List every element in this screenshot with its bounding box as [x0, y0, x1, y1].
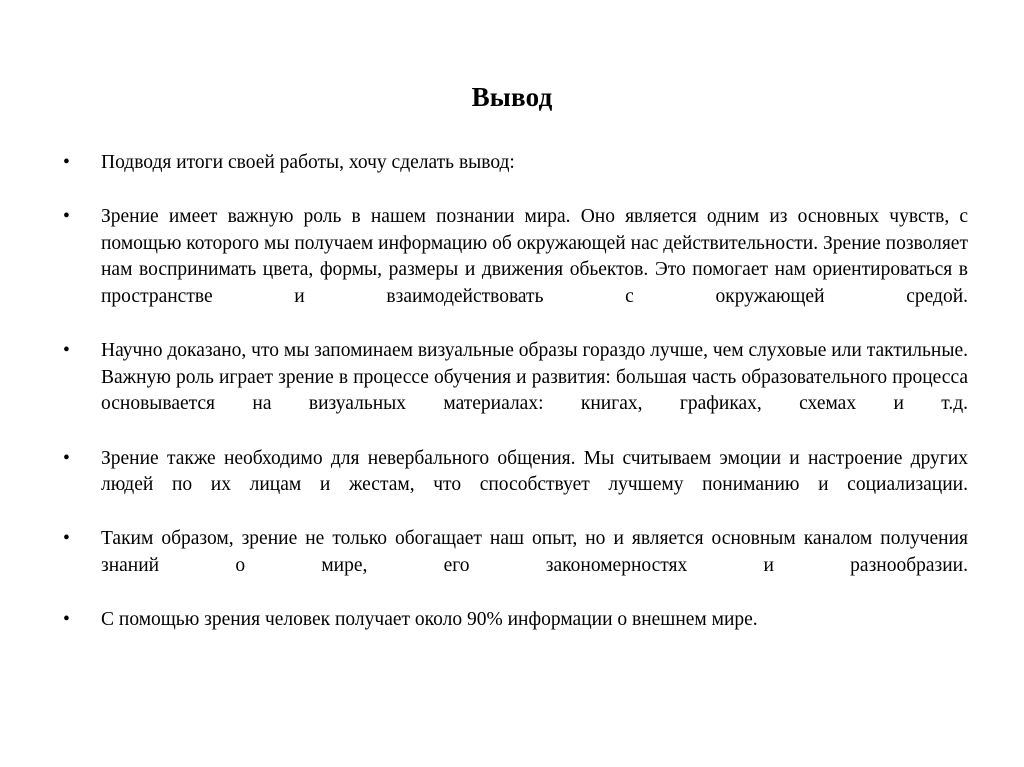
list-item: [58, 526, 968, 606]
list-item-text: Зрение также необходимо для невербального общения. Мы считываем эмоции и настроение других людей по их лицам и жестам, что способствует лучшему пониманию и социализации.: [101, 447, 968, 496]
list-item-text: Зрение имеет важную роль в нашем познании мира. Оно является одним из основных чувств, с помощью которого мы получаем информацию об окружающей нас действительности. Зрение позволяет нам воспринимать цвета, формы, размеры и движения обьектов. Это помогает нам ориентироваться в пространстве и взаимодействовать с окружающей средой.: [101, 206, 968, 307]
bullet-point-icon: •: [63, 340, 70, 362]
bullet-point-icon: •: [63, 447, 70, 469]
list-item-text: Таким образом, зрение не только обогащает наш опыт, но и является основным каналом получения знаний о мире, его закономерностях и разнообразии.: [101, 528, 968, 576]
list-item-text: Научно доказано, что мы запоминаем визуальные образы гораздо лучше, чем слуховые или тактильные. Важную роль играет зрение в процессе обучения и развития: большая часть образовательного процесса основывается на визуальных материалах: книгах, графиках, схемах и т.д.: [101, 340, 968, 415]
list-item: [58, 446, 968, 526]
bullet-point-icon: •: [63, 528, 70, 550]
list-item: [58, 150, 968, 203]
bullet-point-icon: •: [63, 206, 70, 228]
bullet-point-icon: •: [63, 152, 70, 173]
list-item: [58, 204, 968, 337]
page-title: Вывод: [471, 82, 553, 113]
bullet-list: [58, 150, 968, 660]
list-item: [58, 338, 968, 444]
list-item-text: С помощью зрения человек получает около 90% информации о внешнем мире.: [101, 609, 758, 631]
list-item: [58, 607, 968, 660]
list-item-text: Подводя итоги своей работы, хочу сделать вывод:: [101, 152, 515, 173]
bullet-point-icon: •: [63, 609, 70, 631]
slide-body: [58, 150, 968, 661]
